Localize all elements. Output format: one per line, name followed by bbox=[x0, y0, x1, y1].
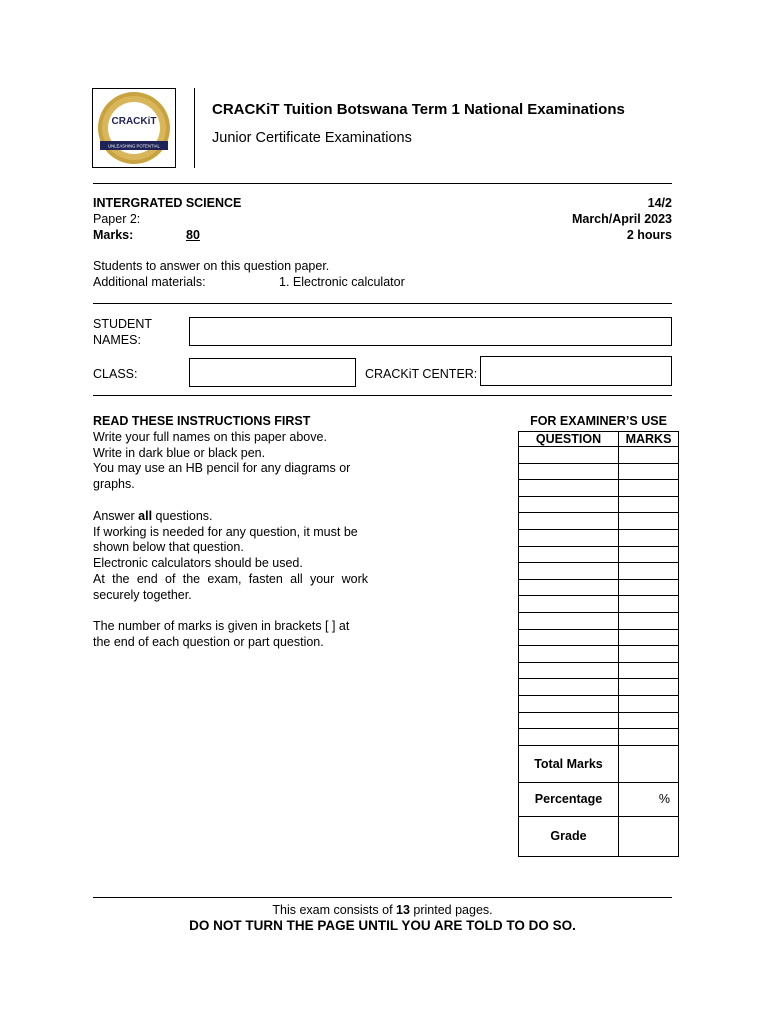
materials-value: 1. Electronic calculator bbox=[279, 275, 405, 289]
instruction-line: You may use an HB pencil for any diagrams or graphs. bbox=[93, 461, 351, 492]
header-divider bbox=[194, 88, 195, 168]
question-column-header: QUESTION bbox=[519, 432, 619, 447]
examiner-row bbox=[519, 463, 679, 480]
paper-label: Paper 2: bbox=[93, 212, 141, 226]
marks-cell[interactable] bbox=[619, 563, 679, 580]
examiner-row bbox=[519, 612, 679, 629]
instructions bbox=[93, 414, 368, 651]
do-not-turn-warning: DO NOT TURN THE PAGE UNTIL YOU ARE TOLD TO DO SO. bbox=[189, 918, 576, 933]
paper-code: 14/2 bbox=[647, 196, 672, 210]
instruction-line: Write in dark blue or black pen. bbox=[93, 445, 266, 460]
examiner-row bbox=[519, 695, 679, 712]
examiner-row bbox=[519, 679, 679, 696]
center-field[interactable] bbox=[480, 356, 672, 386]
student-names-field[interactable] bbox=[189, 317, 672, 346]
marks-cell[interactable] bbox=[619, 579, 679, 596]
examiner-row bbox=[519, 447, 679, 464]
question-cell[interactable] bbox=[519, 612, 619, 629]
total-marks-cell[interactable] bbox=[619, 745, 679, 782]
marks-cell[interactable] bbox=[619, 513, 679, 530]
center-label: CRACKiT CENTER: bbox=[365, 367, 478, 381]
question-cell[interactable] bbox=[519, 496, 619, 513]
examiner-row bbox=[519, 662, 679, 679]
marks-cell[interactable] bbox=[619, 662, 679, 679]
question-cell[interactable] bbox=[519, 463, 619, 480]
marks-value: 80 bbox=[186, 228, 200, 242]
question-cell[interactable] bbox=[519, 712, 619, 729]
page-count-note: This exam consists of 13 printed pages. bbox=[272, 903, 493, 917]
marks-cell[interactable] bbox=[619, 679, 679, 696]
question-cell[interactable] bbox=[519, 513, 619, 530]
marks-cell[interactable] bbox=[619, 463, 679, 480]
logo-frame bbox=[92, 88, 176, 168]
question-cell[interactable] bbox=[519, 480, 619, 497]
divider bbox=[93, 395, 672, 396]
marks-label: Marks: bbox=[93, 228, 134, 242]
examiner-row bbox=[519, 579, 679, 596]
instruction-answer-all: Answer all questions. bbox=[93, 508, 213, 523]
student-names-label: STUDENT NAMES: bbox=[93, 317, 153, 347]
divider bbox=[93, 183, 672, 184]
question-cell[interactable] bbox=[519, 729, 619, 746]
examiner-row bbox=[519, 729, 679, 746]
divider bbox=[93, 303, 672, 304]
divider bbox=[93, 897, 672, 898]
instruction-line: At the end of the exam, fasten all your work securely together. bbox=[93, 571, 368, 602]
instruction-marks-note: The number of marks is given in brackets [ ] at the end of each question or part question. bbox=[93, 619, 350, 650]
page-subtitle: Junior Certificate Examinations bbox=[212, 130, 412, 146]
marks-cell[interactable] bbox=[619, 695, 679, 712]
instructions-heading: READ THESE INSTRUCTIONS FIRST bbox=[93, 414, 311, 428]
question-cell[interactable] bbox=[519, 695, 619, 712]
marks-cell[interactable] bbox=[619, 596, 679, 613]
marks-cell[interactable] bbox=[619, 646, 679, 663]
marks-cell[interactable] bbox=[619, 612, 679, 629]
grade-cell[interactable] bbox=[619, 816, 679, 856]
marks-cell[interactable] bbox=[619, 712, 679, 729]
examiner-heading: FOR EXAMINER’S USE bbox=[530, 414, 667, 428]
crackit-logo bbox=[93, 89, 175, 167]
instruction-line: If working is needed for any question, it must be shown below that question. bbox=[93, 524, 358, 555]
examiner-row bbox=[519, 496, 679, 513]
examiner-row bbox=[519, 596, 679, 613]
marks-cell[interactable] bbox=[619, 496, 679, 513]
class-label: CLASS: bbox=[93, 367, 138, 381]
instruction-line: Write your full names on this paper above. bbox=[93, 429, 327, 444]
examiner-row bbox=[519, 529, 679, 546]
question-cell[interactable] bbox=[519, 646, 619, 663]
marks-cell[interactable] bbox=[619, 529, 679, 546]
question-cell[interactable] bbox=[519, 662, 619, 679]
marks-cell[interactable] bbox=[619, 480, 679, 497]
examiner-row bbox=[519, 480, 679, 497]
examiner-row bbox=[519, 563, 679, 580]
question-cell[interactable] bbox=[519, 596, 619, 613]
exam-session: March/April 2023 bbox=[571, 212, 672, 226]
question-cell[interactable] bbox=[519, 679, 619, 696]
materials-label: Additional materials: bbox=[93, 275, 206, 289]
examiner-row bbox=[519, 629, 679, 646]
exam-duration: 2 hours bbox=[626, 228, 672, 242]
examiner-row bbox=[519, 513, 679, 530]
examiner-table bbox=[518, 431, 679, 857]
question-cell[interactable] bbox=[519, 629, 619, 646]
question-cell[interactable] bbox=[519, 546, 619, 563]
examiner-row bbox=[519, 712, 679, 729]
logo-text: CRACKiT bbox=[111, 116, 157, 127]
answer-note: Students to answer on this question paper. bbox=[93, 259, 330, 273]
total-marks-label: Total Marks bbox=[519, 745, 619, 782]
question-cell[interactable] bbox=[519, 563, 619, 580]
marks-cell[interactable] bbox=[619, 729, 679, 746]
question-cell[interactable] bbox=[519, 447, 619, 464]
percentage-label: Percentage bbox=[519, 782, 619, 816]
class-field[interactable] bbox=[189, 358, 356, 387]
logo-tagline: UNLEASHING POTENTIAL bbox=[108, 143, 160, 149]
question-cell[interactable] bbox=[519, 579, 619, 596]
question-cell[interactable] bbox=[519, 529, 619, 546]
grade-label: Grade bbox=[519, 816, 619, 856]
percentage-cell[interactable]: % bbox=[619, 782, 679, 816]
marks-cell[interactable] bbox=[619, 629, 679, 646]
subject-name: INTERGRATED SCIENCE bbox=[93, 196, 242, 210]
instruction-line: Electronic calculators should be used. bbox=[93, 556, 303, 571]
marks-cell[interactable] bbox=[619, 546, 679, 563]
examiner-row bbox=[519, 546, 679, 563]
marks-column-header: MARKS bbox=[619, 432, 679, 447]
marks-cell[interactable] bbox=[619, 447, 679, 464]
examiner-row bbox=[519, 646, 679, 663]
page-title: CRACKiT Tuition Botswana Term 1 National Examinations bbox=[212, 101, 625, 118]
